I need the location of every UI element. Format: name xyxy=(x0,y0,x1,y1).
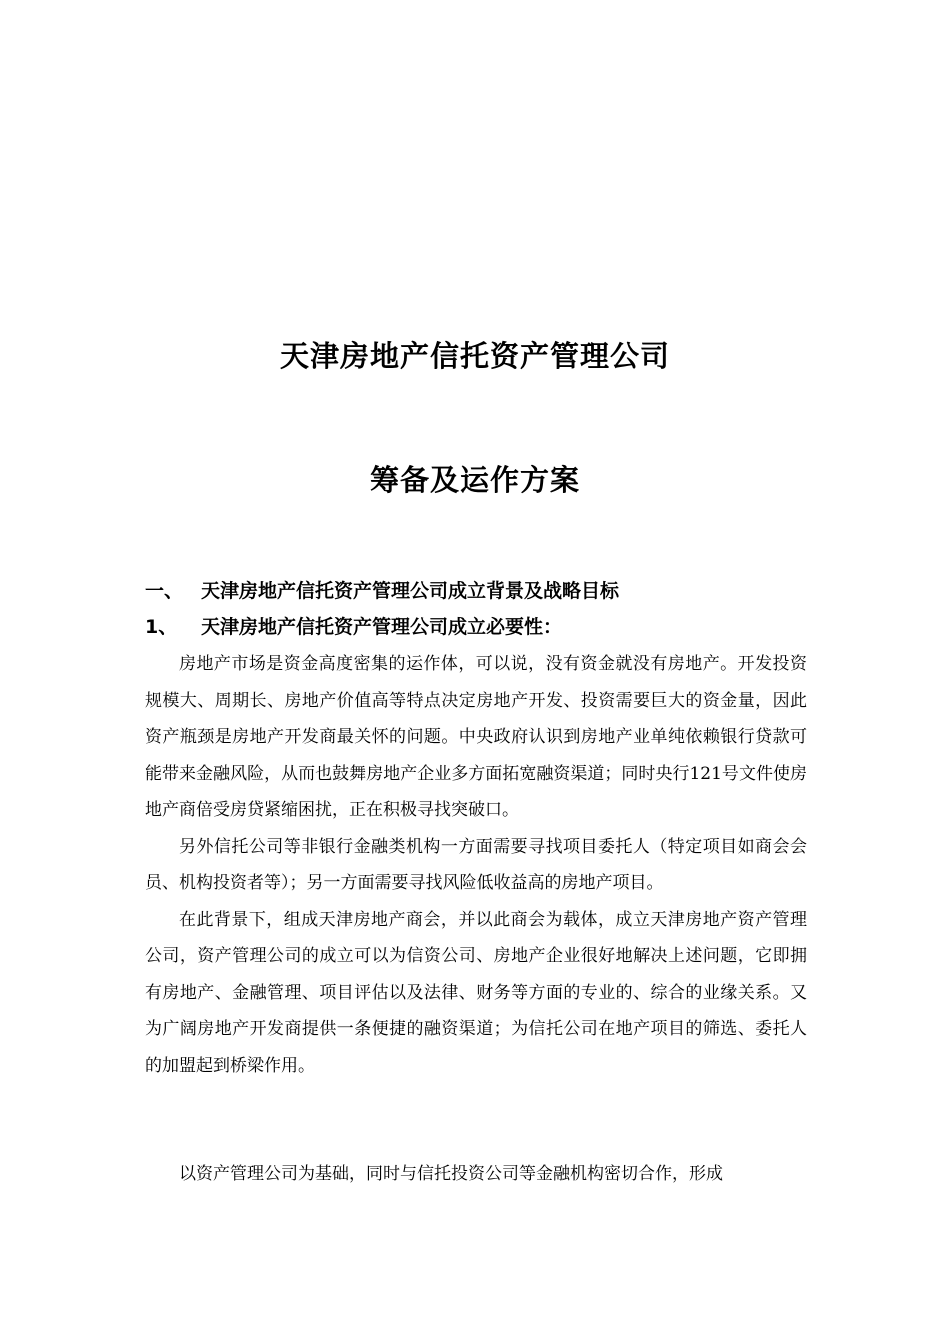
section-title: 天津房地产信托资产管理公司成立背景及战略目标 xyxy=(201,580,620,602)
document-title-line1: 天津房地产信托资产管理公司 xyxy=(279,339,670,373)
subsection-title: 天津房地产信托资产管理公司成立必要性： xyxy=(201,616,563,638)
paragraph: 在此背景下，组成天津房地产商会，并以此商会为载体，成立天津房地产资产管理公司，资产管理公司的成立可以为信资公司、房地产企业很好地解决上述问题，它即拥有房地产、金融管理、项目评估以及法律、财务等方面的专业的、综合的业缘关系。又为广阔房地产开发商提供一条便捷的融资渠道；为信托公司在地产项目的筛选、委托人的加盟起到桥梁作用。 xyxy=(145,909,807,1076)
document-title-line2: 筹备及运作方案 xyxy=(369,463,580,497)
paragraph: 房地产市场是资金高度密集的运作体，可以说，没有资金就没有房地产。开发投资规模大、周期长、房地产价值高等特点决定房地产开发、投资需要巨大的资金量，因此资产瓶颈是房地产开发商最关怀的问题。中央政府认识到房地产业单纯依赖银行贷款可能带来金融风险，从而也鼓舞房地产企业多方面拓宽融资渠道；同时央行121号文件使房地产商倍受房贷紧缩困扰，正在积极寻找突破口。 xyxy=(145,654,807,820)
section-heading xyxy=(145,576,815,603)
body-text-block xyxy=(145,646,807,1084)
paragraph: 以资产管理公司为基础，同时与信托投资公司等金融机构密切合作，形成 xyxy=(179,1164,723,1184)
subsection-heading xyxy=(145,612,815,639)
paragraph: 另外信托公司等非银行金融类机构一方面需要寻找项目委托人（特定项目如商会会员、机构投资者等）；另一方面需要寻找风险低收益高的房地产项目。 xyxy=(145,836,807,893)
subsection-number: 1、 xyxy=(145,616,178,638)
body-text-block-continued xyxy=(145,1156,807,1193)
section-number: 一、 xyxy=(145,580,184,602)
